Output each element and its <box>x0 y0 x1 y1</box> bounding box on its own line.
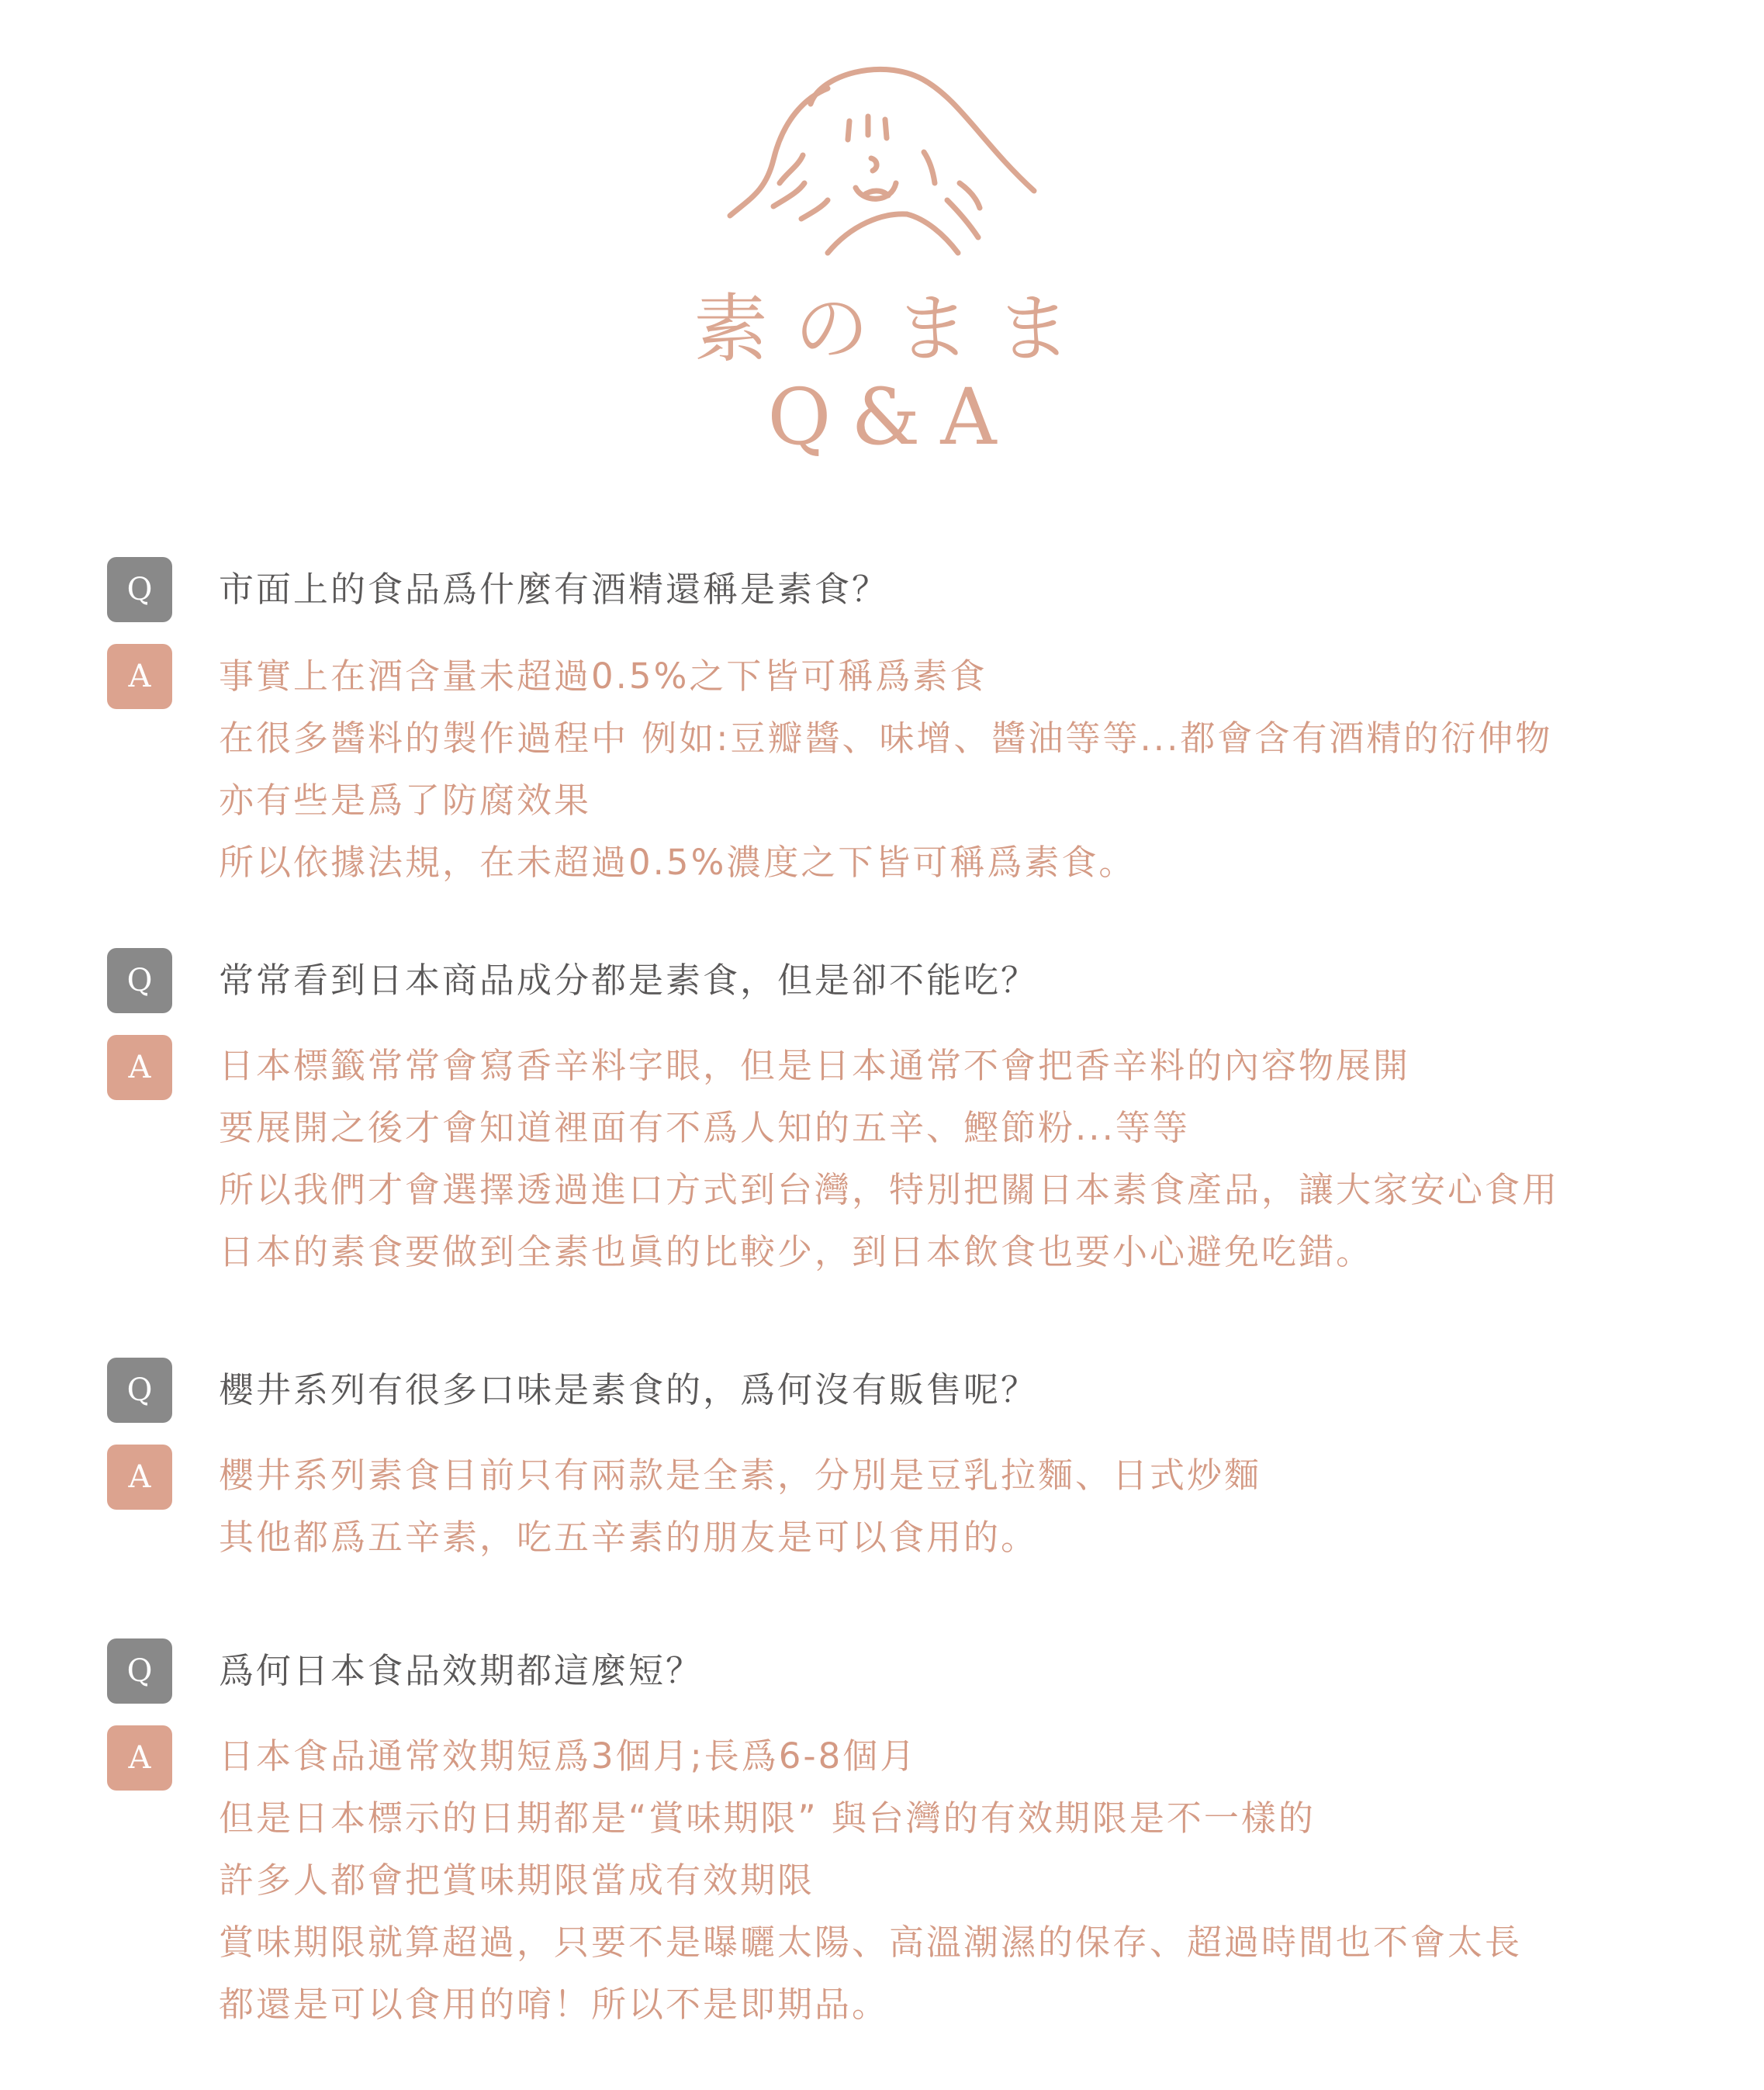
question-text: 櫻井系列有很多口味是素食的，爲何沒有販售呢？ <box>219 1369 1039 1410</box>
header <box>0 0 1764 497</box>
answer-line: 事實上在酒含量未超過0.5%之下皆可稱爲素食 <box>219 656 987 697</box>
smiling-girl-logo-icon <box>727 59 1037 276</box>
question-text: 市面上的食品爲什麼有酒精還稱是素食？ <box>219 569 890 610</box>
question-text: 爲何日本食品效期都這麼短？ <box>219 1650 704 1691</box>
answer-badge: A <box>107 1035 172 1100</box>
answer-line: 所以我們才會選擇透過進口方式到台灣，特別把關日本素食產品，讓大家安心食用 <box>219 1169 1560 1210</box>
question-text: 常常看到日本商品成分都是素食，但是卻不能吃？ <box>219 960 1039 1001</box>
answer-line: 櫻井系列素食目前只有兩款是全素，分別是豆乳拉麵、日式炒麵 <box>219 1455 1262 1496</box>
answer-text <box>219 1445 1261 1569</box>
answer-line: 要展開之後才會知道裡面有不爲人知的五辛、鰹節粉...等等 <box>219 1107 1190 1148</box>
answer-text <box>219 1035 1559 1283</box>
answer-text <box>219 645 1552 894</box>
answer-line: 都還是可以食用的唷！所以不是即期品。 <box>219 1984 890 2025</box>
answer-badge: A <box>107 1445 172 1510</box>
answer-line: 許多人都會把賞味期限當成有效期限 <box>219 1860 815 1901</box>
answer-line: 賞味期限就算超過，只要不是曝曬太陽、高溫潮濕的保存、超過時間也不會太長 <box>219 1922 1523 1963</box>
answer-line: 日本的素食要做到全素也眞的比較少，到日本飲食也要小心避免吃錯。 <box>219 1231 1374 1272</box>
answer-line: 日本標籤常常會寫香辛料字眼，但是日本通常不會把香辛料的內容物展開 <box>219 1045 1411 1086</box>
answer-badge: A <box>107 1725 172 1791</box>
answer-line: 日本食品通常效期短爲3個月;長爲6-8個月 <box>219 1735 918 1777</box>
answer-line: 所以依據法規，在未超過0.5%濃度之下皆可稱爲素食。 <box>219 842 1136 883</box>
answer-text <box>219 1725 1522 2036</box>
question-badge: Q <box>107 1638 172 1704</box>
answer-line: 亦有些是爲了防腐效果 <box>219 780 592 821</box>
question-badge: Q <box>107 948 172 1013</box>
answer-line: 但是日本標示的日期都是“賞味期限” 與台灣的有效期限是不一樣的 <box>219 1798 1316 1839</box>
answer-line: 其他都爲五辛素，吃五辛素的朋友是可以食用的。 <box>219 1517 1039 1558</box>
question-badge: Q <box>107 1358 172 1423</box>
brand-subtitle: Q&A <box>767 372 1017 462</box>
answer-line: 在很多醬料的製作過程中 例如:豆瓣醬、味增、醬油等等...都會含有酒精的衍伸物 <box>219 718 1553 759</box>
question-badge: Q <box>107 557 172 622</box>
brand-name: 素のまま <box>693 285 1097 372</box>
answer-badge: A <box>107 644 172 709</box>
